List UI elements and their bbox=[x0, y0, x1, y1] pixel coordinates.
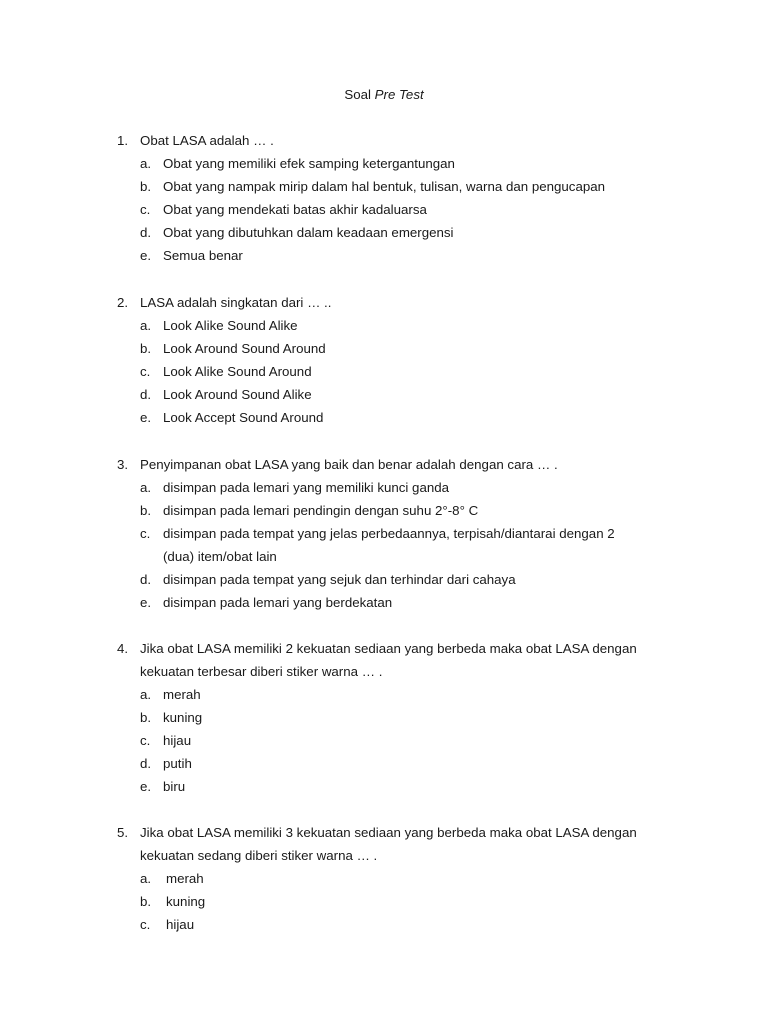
option-e bbox=[0, 409, 768, 432]
option-letter: c. bbox=[140, 202, 151, 218]
option-b bbox=[0, 178, 768, 201]
option-text: hijau bbox=[166, 917, 195, 933]
option-letter: b. bbox=[140, 503, 152, 519]
question-text: Obat LASA adalah … . bbox=[140, 133, 274, 148]
question-line bbox=[0, 294, 768, 317]
option-letter: d. bbox=[140, 572, 152, 588]
option-text: disimpan pada lemari pendingin dengan suhu 2°-8° C bbox=[163, 503, 479, 519]
question-number: 2. bbox=[117, 295, 129, 310]
option-text: Obat yang dibutuhkan dalam keadaan emergensi bbox=[163, 225, 454, 241]
option-text-continuation: (dua) item/obat lain bbox=[163, 549, 277, 565]
option-letter: b. bbox=[140, 179, 152, 195]
question-text-continuation-line bbox=[0, 663, 768, 686]
option-text: Look Around Sound Alike bbox=[163, 387, 312, 403]
question-text: Jika obat LASA memiliki 3 kekuatan sediaan yang berbeda maka obat LASA dengan bbox=[140, 825, 637, 840]
option-letter: c. bbox=[140, 526, 151, 542]
option-text: putih bbox=[163, 756, 192, 772]
option-text: Look Alike Sound Alike bbox=[163, 318, 298, 333]
option-letter: d. bbox=[140, 225, 152, 241]
question-5 bbox=[0, 824, 768, 939]
option-b bbox=[0, 893, 768, 916]
option-letter: b. bbox=[140, 341, 152, 357]
option-letter: a. bbox=[140, 318, 152, 333]
option-letter: d. bbox=[140, 387, 152, 403]
option-letter: a. bbox=[140, 156, 152, 171]
option-text: merah bbox=[166, 871, 204, 886]
option-a bbox=[0, 479, 768, 502]
question-text-continuation: kekuatan sedang diberi stiker warna … . bbox=[140, 848, 378, 863]
option-text: Look Around Sound Around bbox=[163, 341, 326, 357]
option-text: biru bbox=[163, 779, 186, 795]
option-letter: a. bbox=[140, 687, 152, 702]
option-letter: c. bbox=[140, 364, 151, 380]
option-letter: b. bbox=[140, 710, 152, 726]
option-c bbox=[0, 363, 768, 386]
option-a bbox=[0, 317, 768, 340]
option-letter: e. bbox=[140, 595, 152, 611]
option-letter: e. bbox=[140, 410, 152, 426]
option-a bbox=[0, 155, 768, 178]
question-text: Jika obat LASA memiliki 2 kekuatan sediaan yang berbeda maka obat LASA dengan bbox=[140, 641, 637, 656]
option-text: disimpan pada lemari yang memiliki kunci ganda bbox=[163, 480, 450, 495]
option-letter: c. bbox=[140, 917, 151, 933]
question-1 bbox=[0, 132, 768, 270]
question-number: 3. bbox=[117, 457, 129, 472]
option-c bbox=[0, 732, 768, 755]
option-text: Semua benar bbox=[163, 248, 243, 264]
option-d bbox=[0, 386, 768, 409]
option-letter: e. bbox=[140, 248, 152, 264]
page-title bbox=[0, 86, 768, 104]
option-b bbox=[0, 340, 768, 363]
option-c bbox=[0, 916, 768, 939]
question-number: 4. bbox=[117, 641, 129, 656]
option-d bbox=[0, 571, 768, 594]
option-text: Obat yang mendekati batas akhir kadaluarsa bbox=[163, 202, 427, 218]
option-c-continuation bbox=[0, 548, 768, 571]
option-letter: d. bbox=[140, 756, 152, 772]
option-b bbox=[0, 709, 768, 732]
option-letter: b. bbox=[140, 894, 152, 910]
option-b bbox=[0, 502, 768, 525]
question-line bbox=[0, 640, 768, 663]
option-text: disimpan pada tempat yang sejuk dan terhindar dari cahaya bbox=[163, 572, 516, 588]
option-letter: a. bbox=[140, 480, 152, 495]
question-line bbox=[0, 824, 768, 847]
question-number: 1. bbox=[117, 133, 129, 148]
question-text: Penyimpanan obat LASA yang baik dan benar adalah dengan cara … . bbox=[140, 457, 558, 472]
option-d bbox=[0, 755, 768, 778]
option-text: Obat yang memiliki efek samping ketergantungan bbox=[163, 156, 455, 171]
question-number: 5. bbox=[117, 825, 129, 840]
question-2 bbox=[0, 294, 768, 432]
option-e bbox=[0, 594, 768, 617]
question-text-continuation-line bbox=[0, 847, 768, 870]
question-4 bbox=[0, 640, 768, 801]
question-text: LASA adalah singkatan dari … .. bbox=[140, 295, 332, 310]
option-text: Look Accept Sound Around bbox=[163, 410, 324, 426]
option-text: Obat yang nampak mirip dalam hal bentuk, tulisan, warna dan pengucapan bbox=[163, 179, 606, 195]
question-line bbox=[0, 456, 768, 479]
title-italic-text: Pre Test bbox=[374, 87, 424, 102]
option-text: merah bbox=[163, 687, 201, 702]
option-letter: c. bbox=[140, 733, 151, 749]
option-letter: a. bbox=[140, 871, 152, 886]
option-c bbox=[0, 201, 768, 224]
option-c bbox=[0, 525, 768, 548]
option-a bbox=[0, 686, 768, 709]
option-text: Look Alike Sound Around bbox=[163, 364, 312, 380]
option-text: kuning bbox=[163, 710, 203, 726]
question-3 bbox=[0, 456, 768, 618]
option-letter: e. bbox=[140, 779, 152, 795]
option-d bbox=[0, 224, 768, 247]
option-e bbox=[0, 778, 768, 801]
option-text: disimpan pada tempat yang jelas perbedaannya, terpisah/diantarai dengan 2 bbox=[163, 526, 615, 542]
option-e bbox=[0, 247, 768, 270]
option-a bbox=[0, 870, 768, 893]
option-text: hijau bbox=[163, 733, 192, 749]
option-text: kuning bbox=[166, 894, 206, 910]
title-text: Soal bbox=[344, 87, 375, 102]
option-text: disimpan pada lemari yang berdekatan bbox=[163, 595, 393, 611]
question-text-continuation: kekuatan terbesar diberi stiker warna … . bbox=[140, 664, 383, 679]
question-line bbox=[0, 132, 768, 155]
